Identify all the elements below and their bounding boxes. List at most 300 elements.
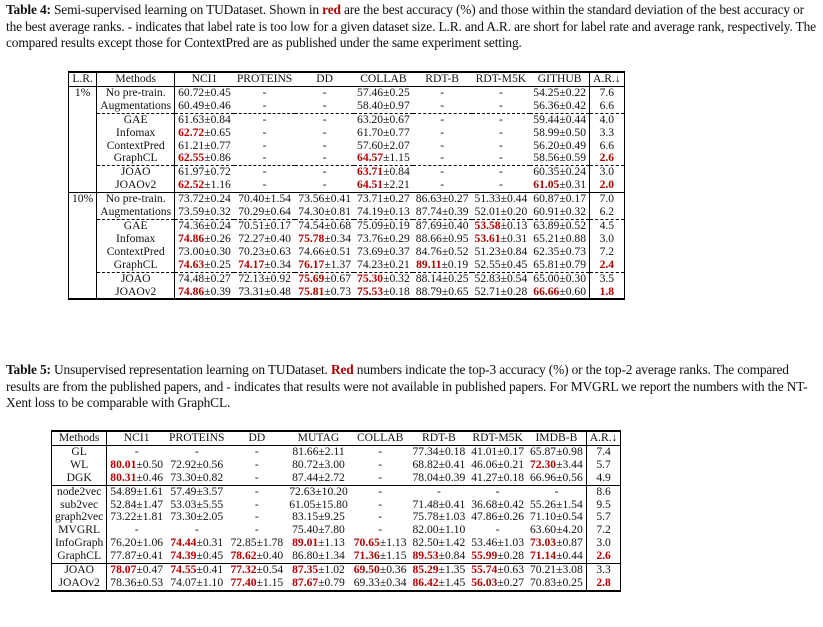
mean-value: 70.65 xyxy=(353,536,380,550)
mean-value: 64.51 xyxy=(357,178,384,192)
mean-value: 76.17 xyxy=(298,257,325,271)
table-row xyxy=(69,100,625,113)
mean-value: 73.22 xyxy=(110,510,137,524)
mean-value: 53.58 xyxy=(474,218,501,232)
mean-value: 61.05 xyxy=(533,178,560,192)
value-cell: 56.20±0.49 xyxy=(530,140,589,153)
mean-value: 70.40 xyxy=(238,192,265,206)
avg-rank-cell: 2.6 xyxy=(590,152,625,165)
avg-rank-cell: 3.3 xyxy=(590,127,625,140)
value-cell: 73.30±0.82 xyxy=(170,470,224,484)
value-cell: 63.89±0.52 xyxy=(530,219,589,232)
mean-value: 88.14 xyxy=(415,271,442,285)
header-cell: DD xyxy=(227,431,286,445)
table5 xyxy=(51,430,621,592)
value-cell: 74.23±0.21 xyxy=(357,257,410,271)
table-row xyxy=(69,113,625,126)
value-cell: - xyxy=(378,470,383,484)
header-cell: L.R. xyxy=(69,72,97,86)
value-cell: 72.85±1.78 xyxy=(230,536,284,550)
mean-value: 72.30 xyxy=(530,457,557,471)
value-cell: 64.51±2.21 xyxy=(357,178,410,192)
value-cell: 78.07±0.47 xyxy=(107,564,166,577)
value-cell: 61.05±0.31 xyxy=(530,179,589,192)
value-cell: - xyxy=(468,485,527,498)
value-cell: 88.66±0.95 xyxy=(415,231,469,245)
mean-value: 72.63 xyxy=(289,484,316,498)
value-cell: - xyxy=(378,523,383,537)
table-row xyxy=(69,166,625,179)
mean-value: 82.00 xyxy=(412,523,439,537)
mean-value: 77.40 xyxy=(230,575,257,589)
table4-caption-text-2: are the best accuracy (%) and those within the standard deviation of the best accuracy or the best average ranks. - indicates that label rate is too low for a given dataset size. L.R. and A.R. are short for label rate and average rank, respectively. The compared results except those for ContextPred are as published under the same experiment setting. xyxy=(6,2,816,50)
value-cell: 51.33±0.44 xyxy=(472,193,531,206)
value-cell: 74.30±0.81 xyxy=(298,205,352,219)
value-cell: 78.62±0.40 xyxy=(230,549,284,563)
mean-value: 73.72 xyxy=(178,192,205,206)
avg-rank-cell: 6.6 xyxy=(590,140,625,153)
value-cell: 55.99±0.28 xyxy=(471,549,524,563)
value-cell: 87.35±1.02 xyxy=(286,564,351,577)
avg-rank-cell: 4.0 xyxy=(590,113,625,126)
mean-value: 71.48 xyxy=(412,497,439,511)
value-cell: 82.00±1.10 xyxy=(412,523,466,537)
method-cell: JOAOv2 xyxy=(97,286,175,300)
value-cell: 74.44±0.31 xyxy=(170,536,224,550)
mean-value: 60.72 xyxy=(178,85,205,99)
value-cell: 75.30±0.32 xyxy=(354,272,413,285)
value-cell: - xyxy=(322,138,327,152)
value-cell: 87.44±2.72 xyxy=(292,470,345,484)
mean-value: 77.34 xyxy=(412,444,439,458)
table4-caption xyxy=(6,2,818,52)
mean-value: 82.50 xyxy=(412,536,439,550)
mean-value: 74.30 xyxy=(298,205,325,219)
value-cell: - xyxy=(498,151,503,165)
mean-value: 46.06 xyxy=(471,457,498,471)
header-cell: Methods xyxy=(52,431,107,445)
value-cell: 75.81±0.73 xyxy=(295,286,354,300)
value-cell: 75.78±1.03 xyxy=(412,510,466,524)
value-cell: - xyxy=(254,523,259,537)
mean-value: 75.40 xyxy=(292,523,319,537)
value-cell: 52.83±0.54 xyxy=(472,272,531,285)
value-cell: 52.71±0.28 xyxy=(472,286,531,300)
mean-value: 63.20 xyxy=(357,112,384,126)
avg-rank-cell: 7.2 xyxy=(590,246,625,259)
mean-value: 53.61 xyxy=(474,231,501,245)
method-cell: Augmentations xyxy=(97,100,175,113)
mean-value: 78.04 xyxy=(412,470,439,484)
value-cell: 87.69±0.40 xyxy=(413,219,472,232)
value-cell: 74.55±0.41 xyxy=(166,564,227,577)
mean-value: 74.55 xyxy=(170,563,197,577)
value-cell: 73.22±1.81 xyxy=(110,510,164,524)
value-cell: 76.20±1.06 xyxy=(110,536,164,550)
value-cell: - xyxy=(498,98,503,112)
value-cell: - xyxy=(527,485,586,498)
method-cell: JOAOv2 xyxy=(97,179,175,192)
value-cell: 73.31±0.48 xyxy=(234,286,295,300)
mean-value: 60.35 xyxy=(533,165,560,179)
table-row xyxy=(69,86,625,99)
avg-rank-cell: 4.9 xyxy=(586,472,621,485)
value-cell: - xyxy=(262,178,267,192)
mean-value: 73.30 xyxy=(170,470,197,484)
method-cell: MVGRL xyxy=(52,524,107,537)
value-cell: 58.99±0.50 xyxy=(530,127,589,140)
table-row xyxy=(52,577,621,591)
table5-caption xyxy=(6,362,818,412)
value-cell: - xyxy=(295,113,354,126)
method-cell: No pre-train. xyxy=(97,193,175,206)
mean-value: 74.86 xyxy=(178,284,205,298)
value-cell: 74.54±0.68 xyxy=(295,219,354,232)
mean-value: 57.60 xyxy=(357,138,384,152)
value-cell: 86.63±0.27 xyxy=(413,193,472,206)
mean-value: 74.63 xyxy=(178,257,205,271)
table5-caption-red-word: Red xyxy=(330,362,354,377)
value-cell: 80.72±3.00 xyxy=(292,457,345,471)
mean-value: 53.46 xyxy=(471,536,498,550)
value-cell: 73.00±0.30 xyxy=(178,244,231,258)
header-cell: COLLAB xyxy=(354,72,413,86)
mean-value: 66.96 xyxy=(530,470,557,484)
mean-value: 78.36 xyxy=(110,575,137,589)
value-cell: 89.53±0.84 xyxy=(412,549,466,563)
avg-rank-cell: 6.2 xyxy=(590,206,625,219)
value-cell: 61.97±0.72 xyxy=(175,166,234,179)
value-cell: 54.89±1.61 xyxy=(107,485,166,498)
value-cell: - xyxy=(322,98,327,112)
header-cell: NCI1 xyxy=(175,72,234,86)
value-cell: 63.71±0.84 xyxy=(354,166,413,179)
value-cell: 74.17±0.34 xyxy=(238,257,291,271)
value-cell: 74.48±0.27 xyxy=(175,272,234,285)
value-cell: - xyxy=(498,85,503,99)
mean-value: 81.66 xyxy=(292,444,319,458)
value-cell: 73.03±0.87 xyxy=(527,537,586,550)
mean-value: 73.69 xyxy=(357,244,384,258)
value-cell: 70.40±1.54 xyxy=(234,193,295,206)
method-cell: Augmentations xyxy=(97,206,175,219)
value-cell: 87.74±0.39 xyxy=(415,205,469,219)
value-cell: 66.96±0.56 xyxy=(527,472,586,485)
value-cell: 86.80±1.34 xyxy=(292,549,345,563)
mean-value: 63.89 xyxy=(533,218,560,232)
value-cell: - xyxy=(498,125,503,139)
value-cell: - xyxy=(378,457,383,471)
mean-value: 62.52 xyxy=(178,178,205,192)
avg-rank-cell: 2.6 xyxy=(586,550,621,563)
mean-value: 88.79 xyxy=(415,284,442,298)
value-cell: 70.65±1.13 xyxy=(353,536,407,550)
mean-value: 55.74 xyxy=(471,563,498,577)
mean-value: 58.99 xyxy=(533,125,560,139)
value-cell: - xyxy=(378,444,383,458)
avg-rank-cell: 1.8 xyxy=(590,286,625,300)
method-cell: GAE xyxy=(97,219,175,232)
value-cell: 69.33±0.34 xyxy=(351,577,410,591)
mean-value: 56.03 xyxy=(471,575,498,589)
table4-caption-red-word: red xyxy=(322,2,341,17)
mean-value: 62.55 xyxy=(178,151,205,165)
mean-value: 54.89 xyxy=(110,484,137,498)
mean-value: 74.86 xyxy=(178,231,205,245)
table-row xyxy=(69,286,625,300)
avg-rank-cell: 3.0 xyxy=(590,233,625,246)
value-cell: - xyxy=(440,178,445,192)
table-row xyxy=(69,179,625,192)
value-cell: - xyxy=(413,113,472,126)
mean-value: 72.85 xyxy=(230,536,257,550)
value-cell: 81.66±2.11 xyxy=(292,444,345,458)
mean-value: 59.44 xyxy=(533,112,560,126)
avg-rank-cell: 7.6 xyxy=(590,86,625,99)
value-cell: 51.23±0.84 xyxy=(474,244,528,258)
mean-value: 71.14 xyxy=(530,549,557,563)
value-cell: 54.25±0.22 xyxy=(530,86,589,99)
value-cell: 55.74±0.63 xyxy=(468,564,527,577)
mean-value: 89.01 xyxy=(292,536,319,550)
mean-value: 71.10 xyxy=(530,510,557,524)
table-row xyxy=(52,472,621,485)
value-cell: 69.50±0.36 xyxy=(351,564,410,577)
mean-value: 83.15 xyxy=(292,510,319,524)
value-cell: - xyxy=(234,113,295,126)
mean-value: 72.27 xyxy=(238,231,265,245)
avg-rank-cell: 7.4 xyxy=(586,445,621,458)
mean-value: 60.49 xyxy=(178,98,205,112)
value-cell: 63.20±0.67 xyxy=(354,113,413,126)
method-cell: WL xyxy=(52,459,107,472)
value-cell: - xyxy=(254,510,259,524)
mean-value: 80.72 xyxy=(292,457,319,471)
value-cell: 60.72±0.45 xyxy=(178,85,231,99)
value-cell: 71.48±0.41 xyxy=(412,497,466,511)
avg-rank-cell: 2.0 xyxy=(590,179,625,192)
value-cell: 70.23±0.63 xyxy=(238,244,291,258)
mean-value: 66.66 xyxy=(533,284,560,298)
value-cell: - xyxy=(440,125,445,139)
value-cell: - xyxy=(262,151,267,165)
value-cell: - xyxy=(262,85,267,99)
value-cell: - xyxy=(262,138,267,152)
value-cell: - xyxy=(134,444,139,458)
mean-value: 86.80 xyxy=(292,549,319,563)
value-cell: 72.27±0.40 xyxy=(238,231,291,245)
value-cell: 80.31±0.46 xyxy=(110,470,164,484)
value-cell: - xyxy=(254,497,259,511)
mean-value: 84.76 xyxy=(415,244,442,258)
mean-value: 87.44 xyxy=(292,470,319,484)
mean-value: 70.21 xyxy=(530,563,557,577)
value-cell: 73.59±0.32 xyxy=(178,205,231,219)
value-cell: - xyxy=(322,151,327,165)
mean-value: 78.07 xyxy=(110,563,137,577)
value-cell: 74.36±0.24 xyxy=(175,219,234,232)
mean-value: 52.55 xyxy=(474,257,501,271)
label-rate-cell: 10% xyxy=(69,193,97,300)
mean-value: 52.84 xyxy=(110,497,137,511)
mean-value: 52.71 xyxy=(474,284,501,298)
value-cell: 70.51±0.17 xyxy=(234,219,295,232)
method-cell: DGK xyxy=(52,472,107,485)
value-cell: 46.06±0.21 xyxy=(471,457,524,471)
mean-value: 41.01 xyxy=(471,444,498,458)
value-cell: 72.13±0.92 xyxy=(234,272,295,285)
avg-rank-cell: 7.0 xyxy=(590,193,625,206)
method-cell: InfoGraph xyxy=(52,537,107,550)
mean-value: 61.63 xyxy=(178,112,205,126)
value-cell: - xyxy=(410,485,469,498)
mean-value: 61.97 xyxy=(178,165,205,179)
header-cell: MUTAG xyxy=(286,431,351,445)
mean-value: 80.01 xyxy=(110,457,137,471)
header-cell: RDT-B xyxy=(410,431,469,445)
table-row xyxy=(52,564,621,577)
value-cell: 72.63±10.20 xyxy=(286,485,351,498)
mean-value: 87.35 xyxy=(292,563,319,577)
mean-value: 73.31 xyxy=(238,284,265,298)
method-cell: GAE xyxy=(97,113,175,126)
mean-value: 57.49 xyxy=(170,484,197,498)
value-cell: 74.07±1.10 xyxy=(166,577,227,591)
value-cell: 58.56±0.59 xyxy=(530,152,589,165)
mean-value: 74.54 xyxy=(298,218,325,232)
value-cell: - xyxy=(254,457,259,471)
value-cell: - xyxy=(322,85,327,99)
mean-value: 63.71 xyxy=(357,165,384,179)
value-cell: 76.17±1.37 xyxy=(298,257,352,271)
mean-value: 70.83 xyxy=(530,575,557,589)
value-cell: 72.30±3.44 xyxy=(527,459,586,472)
header-cell: PROTEINS xyxy=(166,431,227,445)
method-cell: JOAO xyxy=(97,166,175,179)
mean-value: 87.67 xyxy=(292,575,319,589)
value-cell: 74.39±0.45 xyxy=(170,549,224,563)
value-cell: 75.69±0.67 xyxy=(295,272,354,285)
value-cell: - xyxy=(134,523,139,537)
value-cell: 63.60±4.20 xyxy=(527,524,586,537)
mean-value: 62.72 xyxy=(178,125,205,139)
value-cell: 61.70±0.77 xyxy=(357,125,410,139)
mean-value: 74.39 xyxy=(170,549,197,563)
method-cell: JOAOv2 xyxy=(52,577,107,591)
table-row xyxy=(69,272,625,285)
mean-value: 88.66 xyxy=(415,231,442,245)
value-cell: - xyxy=(262,98,267,112)
table4-header-row xyxy=(69,72,625,86)
mean-value: 89.53 xyxy=(412,549,439,563)
header-cell: NCI1 xyxy=(107,431,166,445)
value-cell: 77.87±0.41 xyxy=(110,549,164,563)
value-cell: 75.40±7.80 xyxy=(292,523,345,537)
value-cell: 80.01±0.50 xyxy=(110,457,164,471)
label-rate-cell: 1% xyxy=(69,86,97,192)
mean-value: 80.31 xyxy=(110,470,137,484)
value-cell: 68.82±0.41 xyxy=(412,457,466,471)
header-cell: GITHUB xyxy=(530,72,589,86)
mean-value: 73.59 xyxy=(178,205,205,219)
table-row xyxy=(52,550,621,563)
value-cell: 60.35±0.24 xyxy=(530,166,589,179)
header-cell: DD xyxy=(295,72,354,86)
value-cell: 73.76±0.29 xyxy=(357,231,410,245)
avg-rank-cell: 3.0 xyxy=(590,166,625,179)
value-cell: 65.81±0.79 xyxy=(530,259,589,272)
method-cell: JOAO xyxy=(52,564,107,577)
mean-value: 64.57 xyxy=(357,151,384,165)
value-cell: - xyxy=(440,138,445,152)
table4-caption-text: Semi-supervised learning on TUDataset. Shown in xyxy=(50,2,323,17)
mean-value: 52.01 xyxy=(474,205,501,219)
method-cell: sub2vec xyxy=(52,499,107,512)
value-cell: 60.49±0.46 xyxy=(178,98,231,112)
mean-value: 56.20 xyxy=(533,138,560,152)
value-cell: 62.52±1.16 xyxy=(178,178,231,192)
value-cell: 64.57±1.15 xyxy=(357,151,410,165)
header-cell: RDT-M5K xyxy=(468,431,527,445)
avg-rank-cell: 3.3 xyxy=(586,564,621,577)
value-cell: 87.67±0.79 xyxy=(286,577,351,591)
mean-value: 73.03 xyxy=(530,536,557,550)
table5-caption-text-2: numbers indicate the top-3 accuracy (%) or the top-2 average ranks. The compared results are from the published papers, and - indicates that results were not available in published papers. For MVGRL we report the numbers with the NT-Xent loss to be comparable with GraphCL. xyxy=(6,362,808,410)
mean-value: 86.42 xyxy=(412,575,439,589)
mean-value: 58.40 xyxy=(357,98,384,112)
mean-value: 73.00 xyxy=(178,244,205,258)
header-cell: A.R.↓ xyxy=(586,431,621,445)
avg-rank-cell: 5.7 xyxy=(586,459,621,472)
value-cell: - xyxy=(254,470,259,484)
value-cell: 59.44±0.44 xyxy=(530,113,589,126)
method-cell: JOAO xyxy=(97,272,175,285)
mean-value: 53.03 xyxy=(170,497,197,511)
avg-rank-cell: 9.5 xyxy=(586,499,621,512)
mean-value: 65.87 xyxy=(530,444,557,458)
header-cell: Methods xyxy=(97,72,175,86)
value-cell: - xyxy=(440,98,445,112)
mean-value: 73.76 xyxy=(357,231,384,245)
mean-value: 41.27 xyxy=(471,470,498,484)
method-cell: Infomax xyxy=(97,127,175,140)
method-cell: GraphCL xyxy=(52,550,107,563)
value-cell: - xyxy=(378,510,383,524)
table4-caption-label: Table 4: xyxy=(6,2,51,17)
mean-value: 52.83 xyxy=(474,271,501,285)
value-cell: 57.46±0.25 xyxy=(357,85,410,99)
value-cell: 73.72±0.24 xyxy=(175,193,234,206)
value-cell: - xyxy=(227,485,286,498)
value-cell: - xyxy=(440,85,445,99)
value-cell: 53.61±0.31 xyxy=(474,231,528,245)
value-cell: 41.27±0.18 xyxy=(471,470,524,484)
mean-value: 87.74 xyxy=(415,205,442,219)
mean-value: 74.48 xyxy=(178,271,205,285)
value-cell: 73.30±2.05 xyxy=(170,510,224,524)
value-cell: 73.69±0.37 xyxy=(357,244,410,258)
mean-value: 69.50 xyxy=(353,563,380,577)
value-cell: 75.78±0.34 xyxy=(298,231,352,245)
mean-value: 75.78 xyxy=(298,231,325,245)
value-cell: 58.40±0.97 xyxy=(357,98,410,112)
value-cell: 56.03±0.27 xyxy=(468,577,527,591)
value-cell: 88.79±0.65 xyxy=(413,286,472,300)
value-cell: 73.71±0.27 xyxy=(354,193,413,206)
header-cell: RDT-B xyxy=(413,72,472,86)
value-cell: 52.55±0.45 xyxy=(474,257,528,271)
value-cell: 65.87±0.98 xyxy=(527,445,586,458)
